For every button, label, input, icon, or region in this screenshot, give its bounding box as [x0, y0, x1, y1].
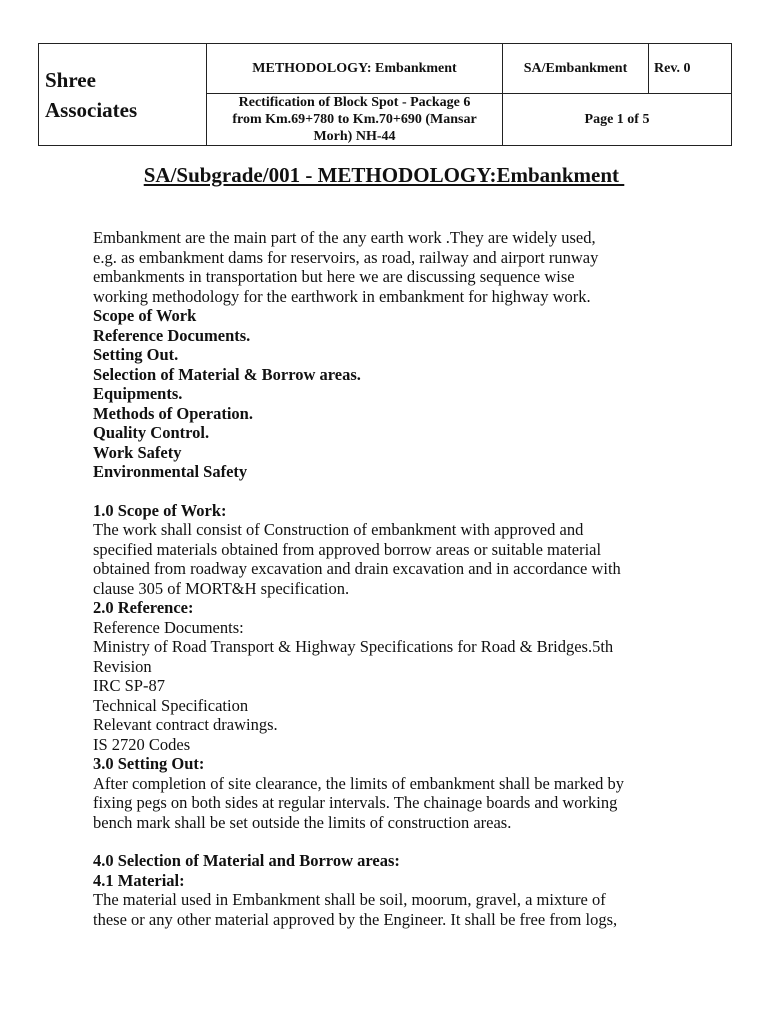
- company-name-cell: [39, 44, 207, 146]
- intro-line: embankments in transportation but here we are discussing sequence wise: [93, 267, 575, 286]
- contents-item: Methods of Operation.: [93, 403, 253, 423]
- body-line: Ministry of Road Transport & Highway Specifications for Road & Bridges.5th: [93, 637, 614, 656]
- intro-line: Embankment are the main part of the any earth work .They are widely used,: [93, 228, 596, 247]
- body-line: IRC SP-87: [93, 676, 165, 695]
- body-line: specified materials obtained from approved borrow areas or suitable material: [93, 539, 602, 559]
- document-header-table: [38, 43, 732, 146]
- body-line: Revision: [93, 656, 152, 676]
- contents-list: [93, 306, 693, 482]
- project-line3: Morh) NH-44: [313, 129, 396, 144]
- section-heading: 2.0 Reference:: [93, 598, 194, 617]
- body-line: clause 305 of MORT&H specification.: [93, 578, 350, 598]
- contents-item: Scope of Work: [93, 306, 197, 325]
- intro-line: e.g. as embankment dams for reservoirs, as road, railway and airport runway: [93, 247, 599, 267]
- contents-item: Equipments.: [93, 384, 183, 403]
- contents-item: Environmental Safety: [93, 462, 248, 481]
- body-line: The material used in Embankment shall be soil, moorum, gravel, a mixture of: [93, 890, 606, 909]
- body-line: After completion of site clearance, the limits of embankment shall be marked by: [93, 773, 625, 793]
- contents-item: Quality Control.: [93, 423, 210, 442]
- company-name-line1: Shree: [45, 67, 96, 92]
- project-line1: Rectification of Block Spot - Package 6: [238, 95, 471, 110]
- body-line: these or any other material approved by the Engineer. It shall be free from logs,: [93, 909, 618, 929]
- section-heading: 4.0 Selection of Material and Borrow areas:: [93, 851, 400, 870]
- intro-line: working methodology for the earthwork in embankment for highway work.: [93, 286, 591, 306]
- body-line: Reference Documents:: [93, 617, 244, 637]
- spacer: [93, 832, 693, 851]
- body-line: obtained from roadway excavation and drain excavation and in accordance with: [93, 559, 621, 578]
- document-body: [93, 228, 693, 929]
- body-line: fixing pegs on both sides at regular intervals. The chainage boards and working: [93, 793, 618, 812]
- body-line: IS 2720 Codes: [93, 734, 191, 754]
- revision-cell: Rev. 0: [649, 44, 732, 94]
- body-line: bench mark shall be set outside the limits of construction areas.: [93, 812, 512, 832]
- subsection-heading: 4.1 Material:: [93, 870, 185, 890]
- section-reference: [93, 598, 693, 754]
- contents-item: Work Safety: [93, 442, 182, 462]
- company-name-line2: Associates: [45, 97, 138, 122]
- section-heading: 1.0 Scope of Work:: [93, 500, 227, 520]
- section-scope-of-work: [93, 501, 693, 599]
- spacer: [93, 482, 693, 501]
- body-line: Technical Specification: [93, 695, 249, 715]
- document-title: SA/Subgrade/001 - METHODOLOGY:Embankment: [143, 163, 625, 187]
- contents-item: Reference Documents.: [93, 325, 251, 345]
- contents-item: Selection of Material & Borrow areas.: [93, 364, 361, 384]
- section-material-selection: [93, 851, 693, 929]
- contents-item: Setting Out.: [93, 345, 179, 364]
- intro-paragraph: [93, 228, 693, 306]
- body-line: The work shall consist of Construction of embankment with approved and: [93, 520, 584, 539]
- project-line2: from Km.69+780 to Km.70+690 (Mansar: [232, 112, 477, 127]
- project-description-cell: [207, 94, 503, 146]
- body-line: Relevant contract drawings.: [93, 715, 278, 734]
- section-setting-out: [93, 754, 693, 832]
- section-heading: 3.0 Setting Out:: [93, 754, 205, 773]
- page-number-cell: Page 1 of 5: [503, 94, 732, 146]
- doc-code-cell: SA/Embankment: [503, 44, 649, 94]
- methodology-cell: METHODOLOGY: Embankment: [207, 44, 503, 94]
